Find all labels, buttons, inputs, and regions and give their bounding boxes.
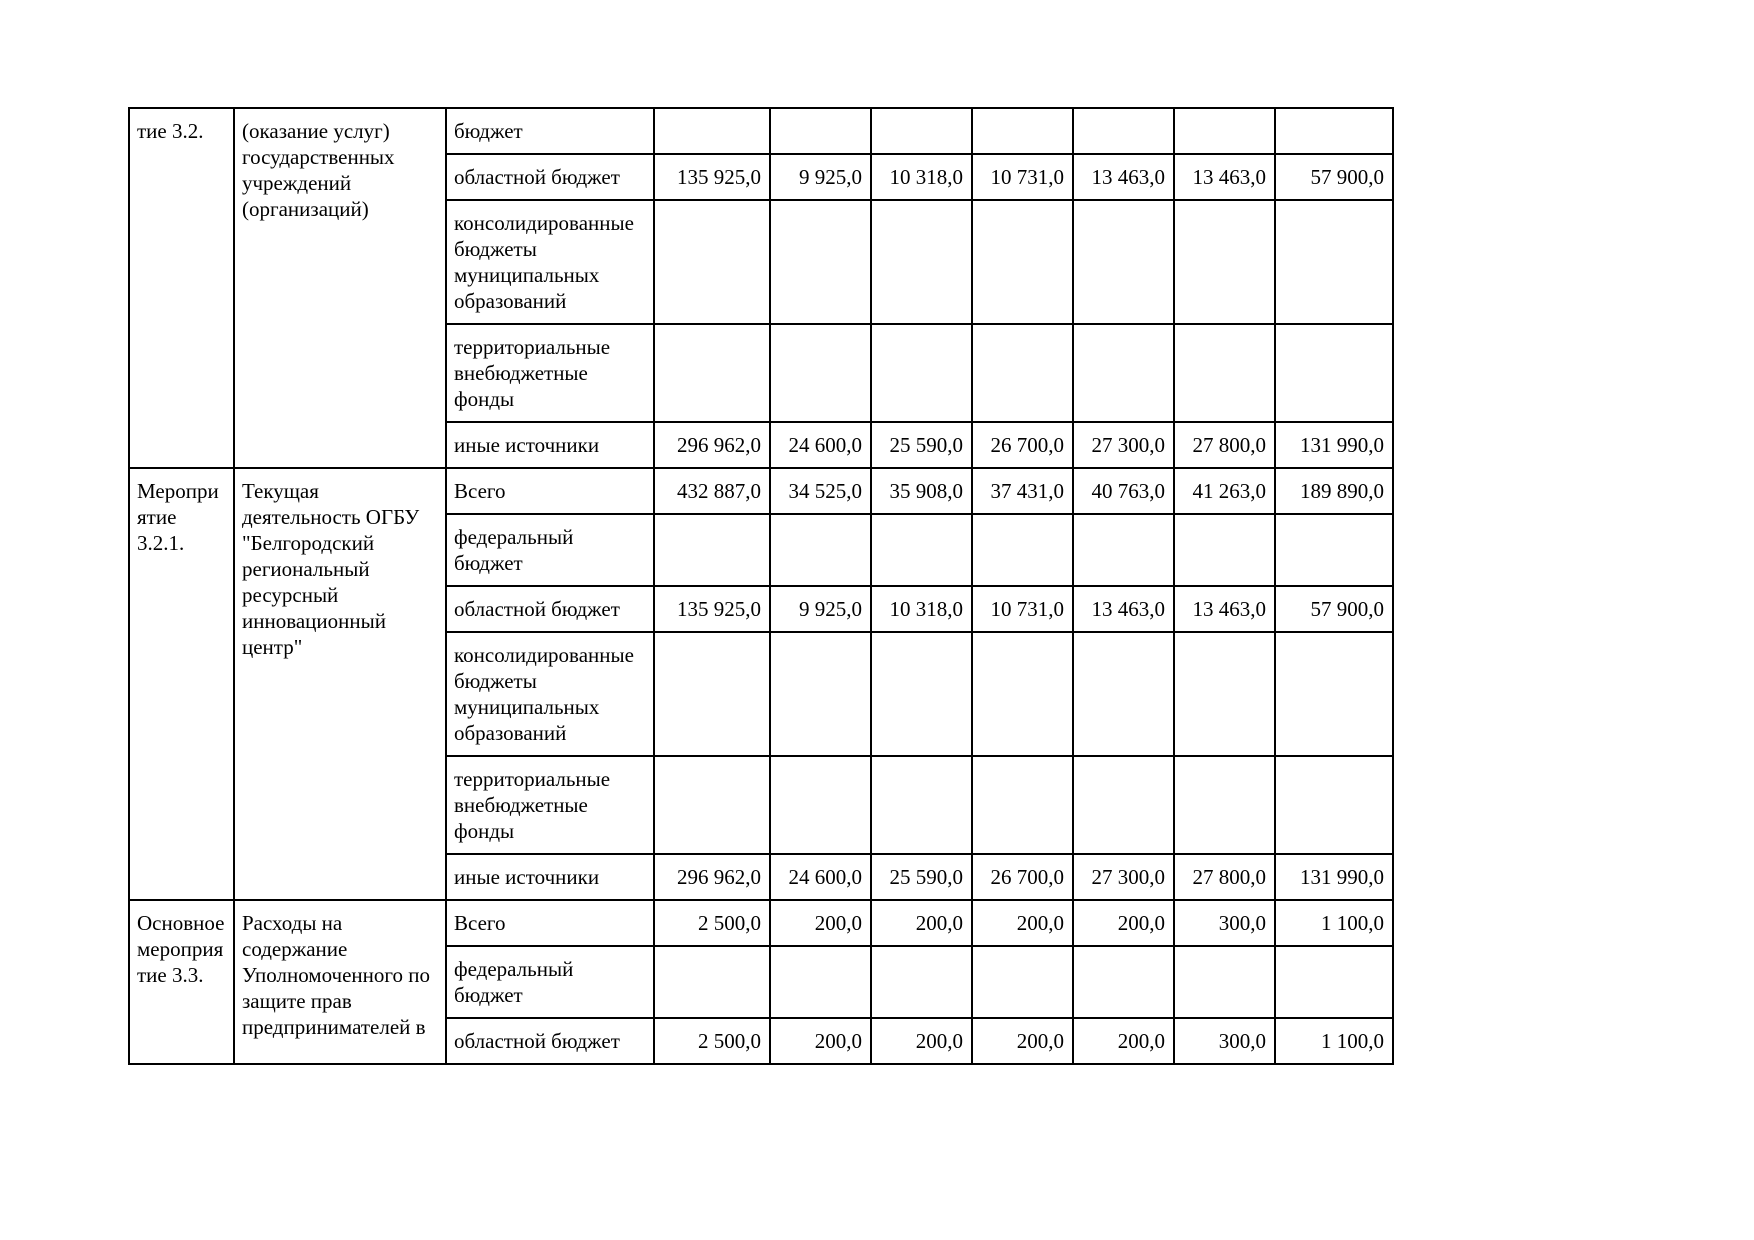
amount-cell [871, 514, 972, 586]
amount-cell: 27 300,0 [1073, 422, 1174, 468]
amount-cell: 13 463,0 [1073, 586, 1174, 632]
funding-source-cell: федеральный бюджет [446, 946, 654, 1018]
amount-cell [770, 324, 871, 422]
amount-cell [1174, 108, 1275, 154]
funding-source-cell: областной бюджет [446, 1018, 654, 1064]
amount-cell [1174, 324, 1275, 422]
amount-cell: 2 500,0 [654, 1018, 770, 1064]
group-id-cell: тие 3.2. [129, 108, 234, 468]
table-row [129, 900, 1393, 946]
amount-cell [770, 108, 871, 154]
amount-cell [972, 514, 1073, 586]
amount-cell [1174, 946, 1275, 1018]
amount-cell: 1 100,0 [1275, 1018, 1393, 1064]
amount-cell: 34 525,0 [770, 468, 871, 514]
amount-cell [972, 946, 1073, 1018]
funding-source-cell: консолидированные бюджеты муниципальных образований [446, 632, 654, 756]
amount-cell: 300,0 [1174, 900, 1275, 946]
amount-cell: 300,0 [1174, 1018, 1275, 1064]
amount-cell: 40 763,0 [1073, 468, 1174, 514]
amount-cell: 10 318,0 [871, 586, 972, 632]
amount-cell: 200,0 [871, 900, 972, 946]
group-description-cell: (оказание услуг) государственных учреждений (организаций) [234, 108, 446, 468]
amount-cell [1174, 200, 1275, 324]
amount-cell: 26 700,0 [972, 854, 1073, 900]
funding-source-cell: бюджет [446, 108, 654, 154]
funding-source-cell: иные источники [446, 854, 654, 900]
funding-source-cell: областной бюджет [446, 586, 654, 632]
amount-cell [1073, 514, 1174, 586]
amount-cell [1073, 632, 1174, 756]
group-description-cell: Текущая деятельность ОГБУ "Белгородский региональный ресурсный инновационный центр" [234, 468, 446, 900]
amount-cell: 200,0 [770, 1018, 871, 1064]
amount-cell [871, 756, 972, 854]
amount-cell: 41 263,0 [1174, 468, 1275, 514]
amount-cell: 26 700,0 [972, 422, 1073, 468]
amount-cell [972, 108, 1073, 154]
amount-cell [1275, 200, 1393, 324]
amount-cell: 200,0 [770, 900, 871, 946]
amount-cell: 10 318,0 [871, 154, 972, 200]
amount-cell [1275, 324, 1393, 422]
amount-cell [1174, 632, 1275, 756]
amount-cell: 10 731,0 [972, 586, 1073, 632]
funding-source-cell: территориальные внебюджетные фонды [446, 756, 654, 854]
amount-cell [972, 756, 1073, 854]
amount-cell: 432 887,0 [654, 468, 770, 514]
amount-cell: 135 925,0 [654, 154, 770, 200]
amount-cell: 189 890,0 [1275, 468, 1393, 514]
amount-cell: 2 500,0 [654, 900, 770, 946]
amount-cell [654, 756, 770, 854]
amount-cell: 200,0 [1073, 900, 1174, 946]
amount-cell [1174, 756, 1275, 854]
funding-source-cell: Всего [446, 468, 654, 514]
amount-cell [1073, 324, 1174, 422]
amount-cell [1073, 108, 1174, 154]
amount-cell: 296 962,0 [654, 422, 770, 468]
amount-cell: 27 300,0 [1073, 854, 1174, 900]
table-row [129, 468, 1393, 514]
amount-cell: 9 925,0 [770, 586, 871, 632]
amount-cell [1275, 756, 1393, 854]
amount-cell [871, 324, 972, 422]
amount-cell: 296 962,0 [654, 854, 770, 900]
amount-cell [972, 200, 1073, 324]
amount-cell: 200,0 [972, 900, 1073, 946]
amount-cell [1073, 946, 1174, 1018]
amount-cell [654, 324, 770, 422]
amount-cell [1275, 946, 1393, 1018]
amount-cell [1073, 756, 1174, 854]
amount-cell: 25 590,0 [871, 854, 972, 900]
amount-cell [972, 324, 1073, 422]
amount-cell: 35 908,0 [871, 468, 972, 514]
amount-cell [1174, 514, 1275, 586]
amount-cell [972, 632, 1073, 756]
amount-cell: 13 463,0 [1073, 154, 1174, 200]
amount-cell [654, 200, 770, 324]
amount-cell: 27 800,0 [1174, 854, 1275, 900]
funding-source-cell: областной бюджет [446, 154, 654, 200]
amount-cell [770, 632, 871, 756]
amount-cell: 135 925,0 [654, 586, 770, 632]
amount-cell [1275, 108, 1393, 154]
amount-cell: 24 600,0 [770, 854, 871, 900]
group-description-cell: Расходы на содержание Уполномоченного по защите прав предпринимателей в [234, 900, 446, 1064]
amount-cell [871, 108, 972, 154]
funding-source-cell: консолидированные бюджеты муниципальных образований [446, 200, 654, 324]
funding-source-cell: федеральный бюджет [446, 514, 654, 586]
amount-cell [770, 514, 871, 586]
amount-cell: 131 990,0 [1275, 854, 1393, 900]
amount-cell: 200,0 [1073, 1018, 1174, 1064]
amount-cell: 131 990,0 [1275, 422, 1393, 468]
amount-cell [871, 200, 972, 324]
budget-table-body [129, 108, 1393, 1064]
amount-cell [654, 632, 770, 756]
amount-cell: 200,0 [871, 1018, 972, 1064]
amount-cell [654, 946, 770, 1018]
amount-cell: 13 463,0 [1174, 586, 1275, 632]
amount-cell [770, 756, 871, 854]
table-row [129, 108, 1393, 154]
amount-cell [654, 514, 770, 586]
funding-source-cell: территориальные внебюджетные фонды [446, 324, 654, 422]
amount-cell [654, 108, 770, 154]
amount-cell: 57 900,0 [1275, 586, 1393, 632]
amount-cell: 1 100,0 [1275, 900, 1393, 946]
budget-table [128, 107, 1394, 1065]
funding-source-cell: Всего [446, 900, 654, 946]
amount-cell [871, 946, 972, 1018]
amount-cell [1275, 632, 1393, 756]
amount-cell: 24 600,0 [770, 422, 871, 468]
amount-cell: 9 925,0 [770, 154, 871, 200]
amount-cell [770, 946, 871, 1018]
group-id-cell: Основное мероприятие 3.3. [129, 900, 234, 1064]
amount-cell: 37 431,0 [972, 468, 1073, 514]
funding-source-cell: иные источники [446, 422, 654, 468]
amount-cell [770, 200, 871, 324]
group-id-cell: Мероприятие 3.2.1. [129, 468, 234, 900]
amount-cell [1073, 200, 1174, 324]
amount-cell: 25 590,0 [871, 422, 972, 468]
amount-cell: 27 800,0 [1174, 422, 1275, 468]
amount-cell: 57 900,0 [1275, 154, 1393, 200]
amount-cell [1275, 514, 1393, 586]
amount-cell: 200,0 [972, 1018, 1073, 1064]
amount-cell: 13 463,0 [1174, 154, 1275, 200]
amount-cell [871, 632, 972, 756]
amount-cell: 10 731,0 [972, 154, 1073, 200]
